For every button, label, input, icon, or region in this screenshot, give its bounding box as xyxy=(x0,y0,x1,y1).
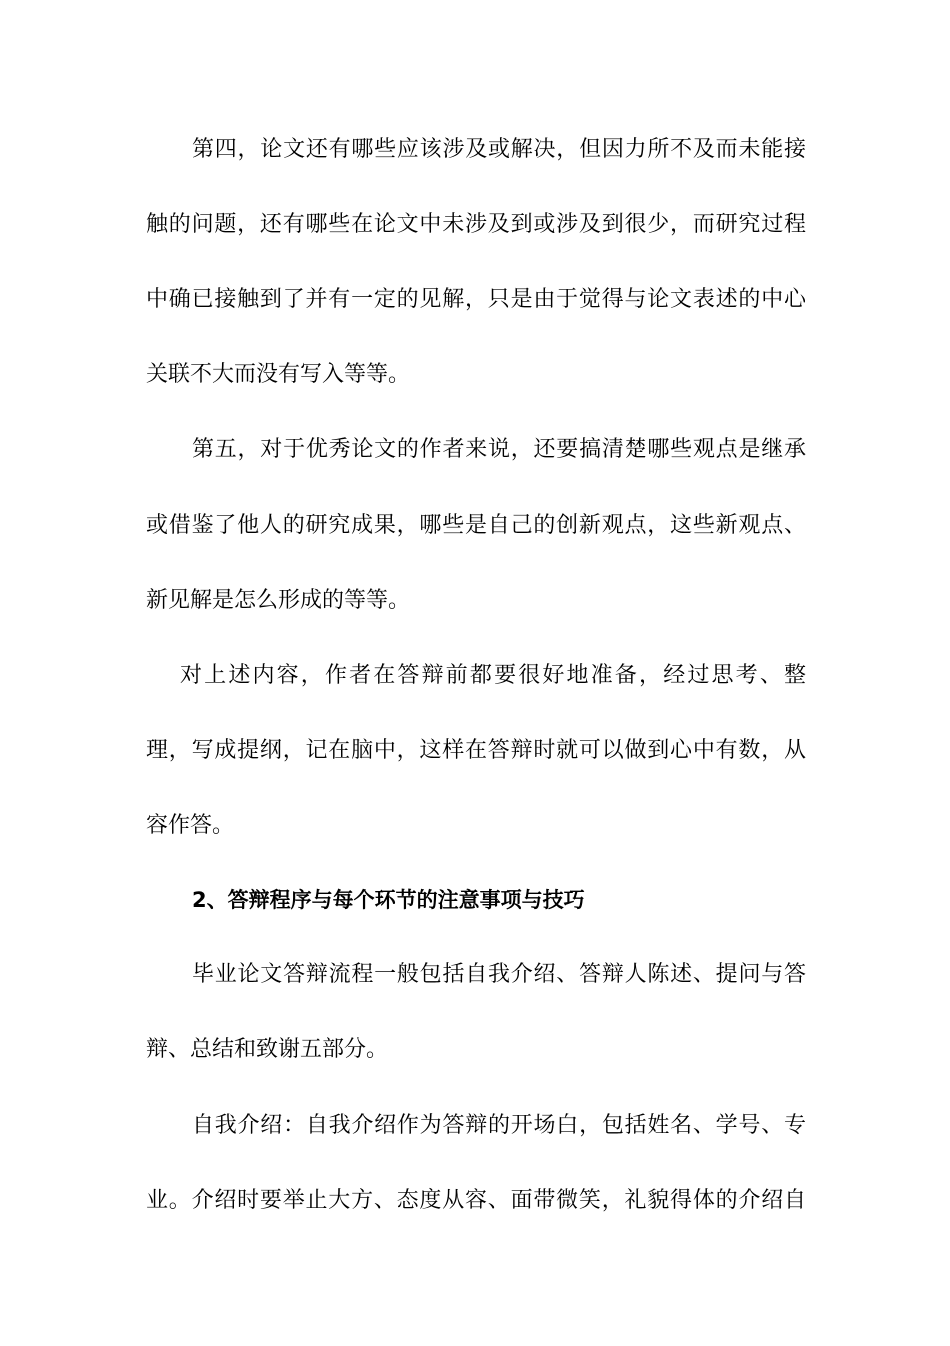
paragraph-line: 对上述内容，作者在答辩前都要很好地准备，经过思考、整 xyxy=(180,663,806,688)
paragraph-line: 第五，对于优秀论文的作者来说，还要搞清楚哪些观点是继承 xyxy=(192,437,806,462)
section-heading: 2、答辩程序与每个环节的注意事项与技巧 xyxy=(192,888,585,912)
paragraph-line: 业。介绍时要举止大方、态度从容、面带微笑，礼貌得体的介绍自 xyxy=(146,1188,806,1213)
paragraph-line: 触的问题，还有哪些在论文中未涉及到或涉及到很少，而研究过程 xyxy=(146,212,806,237)
paragraph-line: 辩、总结和致谢五部分。 xyxy=(146,1037,389,1062)
paragraph-line: 自我介绍：自我介绍作为答辩的开场白，包括姓名、学号、专 xyxy=(192,1113,806,1138)
paragraph-line: 容作答。 xyxy=(146,813,235,838)
paragraph-line: 第四，论文还有哪些应该涉及或解决，但因力所不及而未能接 xyxy=(192,137,806,162)
paragraph-line: 新见解是怎么形成的等等。 xyxy=(146,588,411,613)
paragraph-line: 理，写成提纲，记在脑中，这样在答辩时就可以做到心中有数，从 xyxy=(146,738,806,763)
paragraph-line: 或借鉴了他人的研究成果，哪些是自己的创新观点，这些新观点、 xyxy=(146,513,806,538)
paragraph-line: 中确已接触到了并有一定的见解，只是由于觉得与论文表述的中心 xyxy=(146,287,806,312)
paragraph-line: 毕业论文答辩流程一般包括自我介绍、答辩人陈述、提问与答 xyxy=(192,962,806,987)
paragraph-line: 关联不大而没有写入等等。 xyxy=(146,362,411,387)
